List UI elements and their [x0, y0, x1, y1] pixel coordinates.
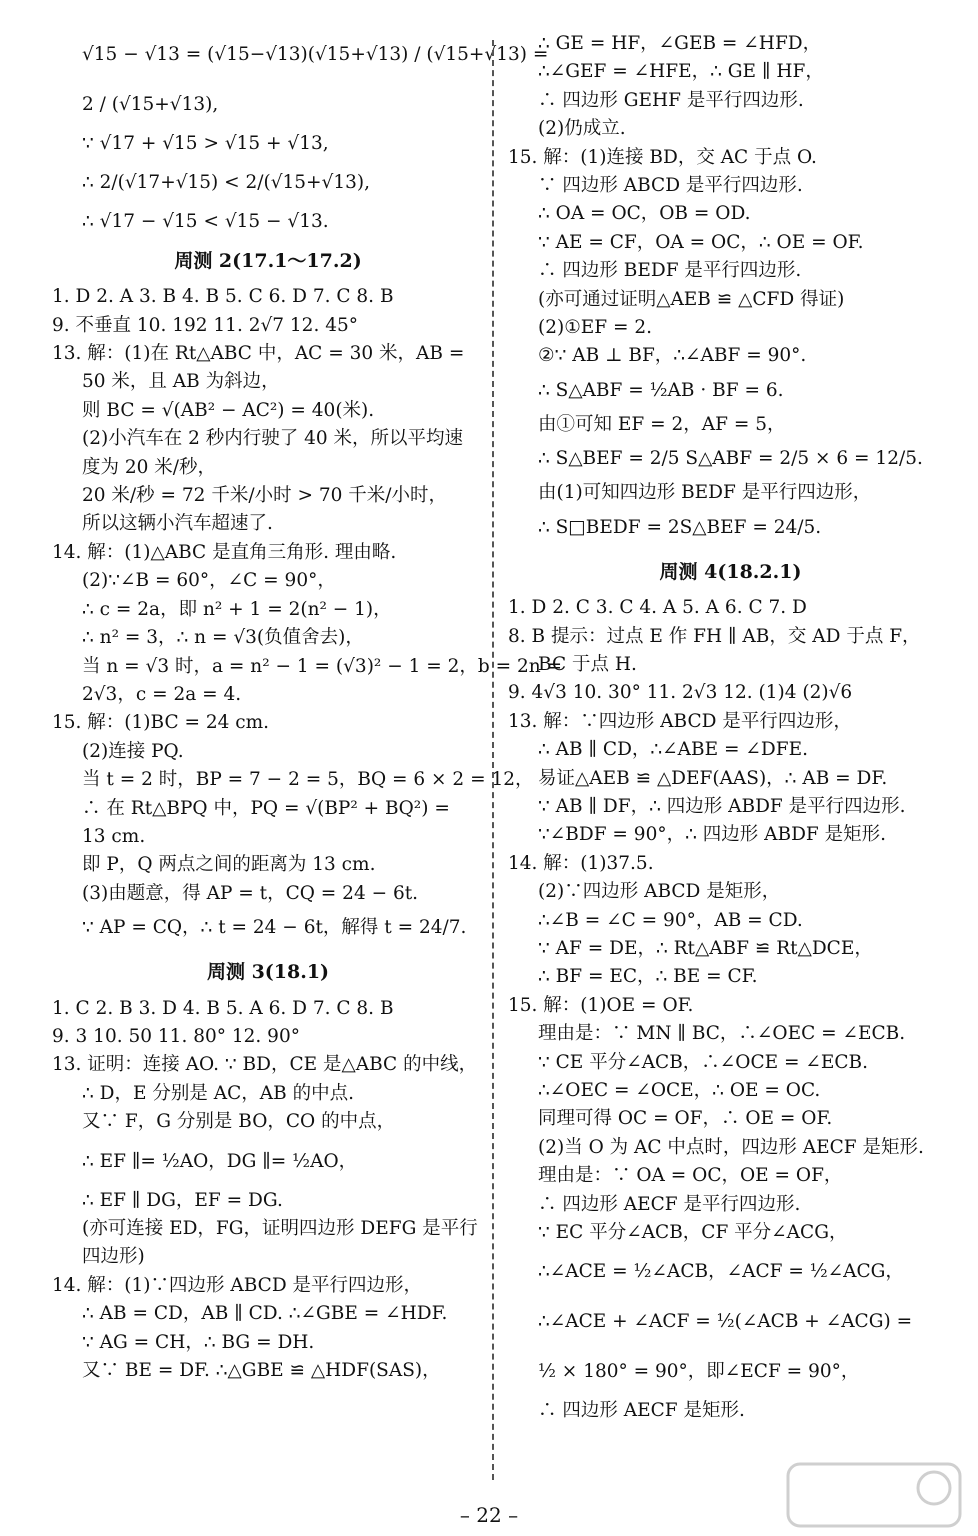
- right-line: ∴ 四边形 AECF 是矩形.: [538, 1400, 745, 1422]
- left-column: [52, 30, 563, 1385]
- left-line: ∴ D，E 分别是 AC，AB 的中点.: [82, 1082, 354, 1104]
- right-line: ∵ AF = DE，∴ Rt△ABF ≌ Rt△DCE，: [538, 937, 873, 959]
- left-line: 2 / (√15+√13),: [82, 94, 219, 115]
- left-line: (2)连接 PQ.: [82, 740, 184, 762]
- right-line: 13. 解：∵四边形 ABCD 是平行四边形，: [508, 710, 852, 732]
- right-line: ∵ EC 平分∠ACB，CF 平分∠ACG，: [538, 1222, 848, 1244]
- right-line: 1. D 2. C 3. C 4. A 5. A 6. C 7. D: [508, 597, 807, 619]
- left-line: (2)∵∠B = 60°，∠C = 90°，: [82, 570, 336, 592]
- right-line: 14. 解：(1)37.5.: [508, 852, 654, 874]
- left-line: 所以这辆小汽车超速了.: [82, 513, 273, 535]
- left-line: ∴ √17 − √15 < √15 − √13.: [82, 211, 329, 233]
- left-line: 14. 解：(1)∵四边形 ABCD 是平行四边形，: [52, 1274, 423, 1296]
- right-line: (2)∵四边形 ABCD 是矩形，: [538, 881, 781, 903]
- right-line: ∵∠BDF = 90°，∴ 四边形 ABDF 是矩形.: [538, 824, 887, 846]
- left-line: ∴ EF ∥ DG，EF = DG.: [82, 1189, 283, 1211]
- page-number: – 22 –: [459, 1503, 519, 1527]
- left-line: ∴ 在 Rt△BPQ 中，PQ = √(BP² + BQ²) =: [82, 797, 450, 819]
- column-divider: [492, 40, 494, 1480]
- right-line: ∴∠ACE + ∠ACF = ½(∠ACB + ∠ACG) =: [538, 1311, 913, 1333]
- right-line: 周测 4(18.2.1): [659, 560, 802, 583]
- left-line: ∴ c = 2a，即 n² + 1 = 2(n² − 1)，: [82, 598, 392, 620]
- right-line: 理由是：∵ MN ∥ BC，∴∠OEC = ∠ECB.: [538, 1023, 906, 1045]
- left-line: 四边形): [82, 1246, 145, 1268]
- left-line: (亦可连接 ED，FG，证明四边形 DEFG 是平行: [82, 1218, 478, 1239]
- right-line: ∵ CE 平分∠ACB，∴∠OCE = ∠ECB.: [538, 1051, 869, 1073]
- right-line: ∴ S□BEDF = 2S△BEF = 24/5.: [538, 516, 822, 538]
- left-line: ∵ √17 + √15 > √15 + √13,: [82, 133, 329, 154]
- right-line: (亦可通过证明△AEB ≌ △CFD 得证): [538, 288, 845, 310]
- right-line: 9. 4√3 10. 30° 11. 2√3 12. (1)4 (2)√6: [508, 682, 853, 704]
- right-line: ②∵ AB ⊥ BF，∴∠ABF = 90°.: [538, 345, 807, 367]
- right-line: ∴∠GEF = ∠HFE，∴ GE ∥ HF，: [538, 61, 824, 83]
- right-line: 由(1)可知四边形 BEDF 是平行四边形，: [538, 482, 872, 504]
- left-line: 当 n = √3 时，a = n² − 1 = (√3)² − 1 = 2，b = 2n =: [82, 655, 563, 677]
- left-line: 14. 解：(1)△ABC 是直角三角形. 理由略.: [52, 541, 397, 563]
- right-line: 易证△AEB ≌ △DEF(AAS)，∴ AB = DF.: [538, 767, 888, 789]
- right-column: [508, 30, 953, 1426]
- left-line: √15 − √13 = (√15−√13)(√15+√13) / (√15+√13) =: [82, 44, 549, 65]
- right-line: 8. B 提示：过点 E 作 FH ∥ AB，交 AD 于点 F，: [508, 625, 921, 647]
- right-line: (2)当 O 为 AC 中点时，四边形 AECF 是矩形.: [538, 1136, 924, 1158]
- left-line: 15. 解：(1)BC = 24 cm.: [52, 712, 270, 734]
- left-line: 20 米/秒 = 72 千米/小时 > 70 千米/小时，: [82, 485, 447, 507]
- right-line: 理由是：∵ OA = OC，OE = OF，: [538, 1165, 843, 1187]
- left-line: ∴ n² = 3，∴ n = √3(负值舍去)，: [82, 627, 364, 649]
- left-line: (2)小汽车在 2 秒内行驶了 40 米，所以平均速: [82, 428, 464, 450]
- right-line: 由①可知 EF = 2，AF = 5，: [538, 413, 786, 435]
- right-line: ∴ S△BEF = 2/5 S△ABF = 2/5 × 6 = 12/5.: [538, 448, 923, 470]
- left-line: 又∵ BE = DF. ∴△GBE ≌ △HDF(SAS)，: [82, 1360, 441, 1382]
- right-line: (2)仍成立.: [538, 118, 626, 140]
- right-line: ∵ AB ∥ DF，∴ 四边形 ABDF 是平行四边形.: [538, 795, 906, 817]
- left-line: 13. 证明：连接 AO. ∵ BD，CE 是△ABC 的中线，: [52, 1054, 478, 1076]
- left-line: 1. C 2. B 3. D 4. B 5. A 6. D 7. C 8. B: [52, 997, 394, 1019]
- right-line: ∵ 四边形 ABCD 是平行四边形.: [538, 175, 803, 197]
- right-line: ∴ BF = EC，∴ BE = CF.: [538, 966, 758, 988]
- left-line: 又∵ F，G 分别是 BO，CO 的中点，: [82, 1111, 396, 1133]
- left-line: 2√3，c = 2a = 4.: [82, 683, 242, 705]
- left-line: ∴ AB = CD，AB ∥ CD. ∴∠GBE = ∠HDF.: [82, 1303, 448, 1325]
- right-line: ∵ AE = CF，OA = OC，∴ OE = OF.: [538, 231, 864, 253]
- right-line: 15. 解：(1)连接 BD，交 AC 于点 O.: [508, 146, 817, 168]
- right-line: 同理可得 OC = OF，∴ OE = OF.: [538, 1108, 833, 1130]
- right-line: ∴ GE = HF，∠GEB = ∠HFD，: [538, 33, 822, 54]
- left-line: 9. 不垂直 10. 192 11. 2√7 12. 45°: [52, 314, 359, 336]
- left-line: 周测 3(18.1): [206, 961, 330, 984]
- left-line: 13. 解：(1)在 Rt△ABC 中，AC = 30 米，AB =: [52, 343, 465, 365]
- right-line: ∴ OA = OC，OB = OD.: [538, 203, 751, 225]
- left-line: 当 t = 2 时，BP = 7 − 2 = 5，BQ = 6 × 2 = 12，: [82, 769, 534, 791]
- left-line: ∵ AP = CQ，∴ t = 24 − 6t，解得 t = 24/7.: [82, 917, 467, 939]
- right-line: ∴∠B = ∠C = 90°，AB = CD.: [538, 909, 803, 931]
- left-line: 50 米，且 AB 为斜边，: [82, 371, 280, 393]
- left-line: 周测 2(17.1～17.2): [174, 249, 362, 272]
- watermark-logo: [784, 1460, 964, 1530]
- left-line: ∵ AG = CH，∴ BG = DH.: [82, 1331, 315, 1353]
- left-line: 13 cm.: [82, 825, 146, 847]
- right-line: BC 于点 H.: [538, 653, 637, 675]
- left-line: (3)由题意，得 AP = t，CQ = 24 − 6t.: [82, 882, 419, 904]
- right-line: ∴∠ACE = ½∠ACB，∠ACF = ½∠ACG，: [538, 1261, 904, 1283]
- left-line: 则 BC = √(AB² − AC²) = 40(米).: [82, 399, 375, 421]
- right-line: ∴ AB ∥ CD，∴∠ABE = ∠DFE.: [538, 739, 808, 761]
- right-line: ∴∠OEC = ∠OCE，∴ OE = OC.: [538, 1080, 821, 1101]
- right-line: (2)①EF = 2.: [538, 317, 653, 339]
- right-line: ½ × 180° = 90°，即∠ECF = 90°，: [538, 1361, 860, 1383]
- right-line: 15. 解：(1)OE = OF.: [508, 994, 694, 1016]
- left-line: 度为 20 米/秒，: [82, 456, 217, 478]
- right-line: ∴ 四边形 AECF 是平行四边形.: [538, 1193, 801, 1215]
- left-line: 1. D 2. A 3. B 4. B 5. C 6. D 7. C 8. B: [52, 286, 394, 308]
- left-line: ∴ EF ∥= ½AO，DG ∥= ½AO，: [82, 1150, 358, 1172]
- right-line: ∴ 四边形 GEHF 是平行四边形.: [538, 89, 804, 111]
- right-line: ∴ S△ABF = ½AB · BF = 6.: [538, 379, 784, 401]
- left-line: 9. 3 10. 50 11. 80° 12. 90°: [52, 1025, 300, 1047]
- right-line: ∴ 四边形 BEDF 是平行四边形.: [538, 260, 802, 282]
- left-line: 即 P，Q 两点之间的距离为 13 cm.: [82, 854, 376, 876]
- left-line: ∴ 2/(√17+√15) < 2/(√15+√13),: [82, 172, 370, 194]
